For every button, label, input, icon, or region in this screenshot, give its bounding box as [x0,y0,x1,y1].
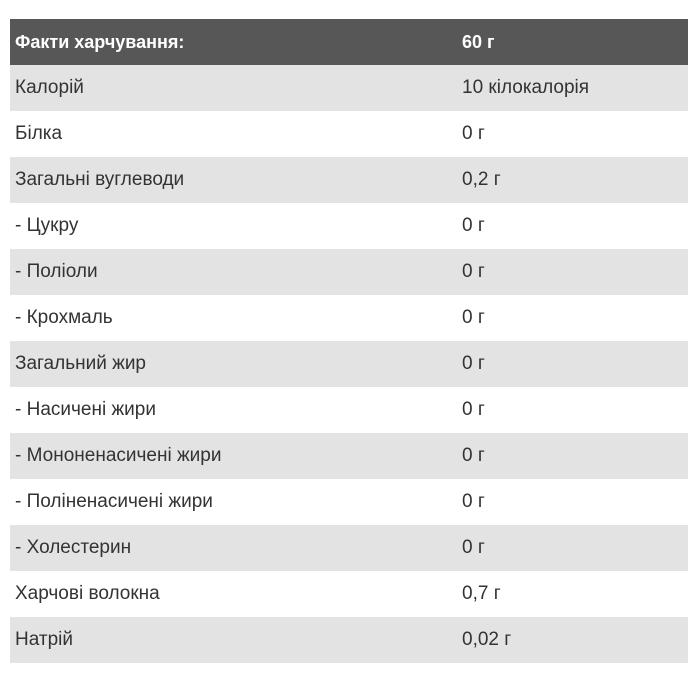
row-value: 0 г [462,123,485,144]
row-label: - Холестерин [15,537,132,558]
row-value: 0 г [462,261,485,282]
nutrition-facts-table [10,19,688,663]
row-value: 0,02 г [462,629,512,650]
row-label: Натрій [15,629,73,650]
row-value: 0 г [462,307,485,328]
row-label: Загальні вуглеводи [15,169,185,190]
row-value: 0 г [462,445,485,466]
header-label: Факти харчування: [15,31,185,52]
row-value: 0,2 г [462,169,501,190]
row-label: - Поліоли [15,261,98,282]
table-row-sugars [10,203,688,249]
row-label: Калорій [15,77,84,98]
row-label: Білка [15,123,63,144]
table-row-dietary-fiber [10,571,688,617]
table-header-row [10,19,688,65]
table-row-calories [10,65,688,111]
row-value: 0 г [462,491,485,512]
table-row-total-fat [10,341,688,387]
table-row-monounsaturated-fat [10,433,688,479]
row-label: Харчові волокна [15,583,160,604]
header-serving-size: 60 г [462,31,495,52]
row-label: - Поліненасичені жири [15,491,213,512]
table-row-polyols [10,249,688,295]
row-label: - Мононенасичені жири [15,445,222,466]
row-value: 0,7 г [462,583,501,604]
row-value: 10 кілокалорія [462,77,590,98]
row-label: - Цукру [15,215,79,236]
row-value: 0 г [462,353,485,374]
table-row-starch [10,295,688,341]
table-row-sodium [10,617,688,663]
row-label: Загальний жир [15,353,146,374]
table-row-total-carbs [10,157,688,203]
row-label: - Насичені жири [15,399,156,420]
row-value: 0 г [462,215,485,236]
table-row-protein [10,111,688,157]
row-label: - Крохмаль [15,307,113,328]
row-value: 0 г [462,399,485,420]
table-row-cholesterol [10,525,688,571]
table-row-saturated-fat [10,387,688,433]
table-row-polyunsaturated-fat [10,479,688,525]
row-value: 0 г [462,537,485,558]
